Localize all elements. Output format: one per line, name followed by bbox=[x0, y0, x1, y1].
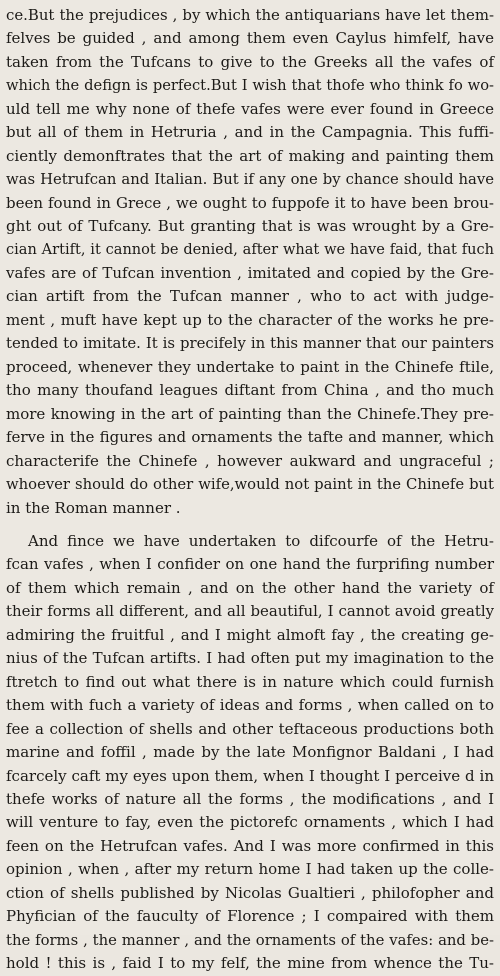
text-line: vafes are of Tufcan invention , imitated and copied by the Gre- bbox=[6, 263, 494, 282]
text-line: of them which remain , and on the other hand the variety of bbox=[6, 578, 494, 597]
text-line: nius of the Tufcan artifts. I had often put my imagination to the bbox=[6, 649, 494, 668]
text-line: ferve in the figures and ornaments the tafte and manner, which bbox=[6, 428, 494, 447]
text-line: feen on the Hetrufcan vafes. And I was more confirmed in this bbox=[6, 836, 494, 855]
text-line: but all of them in Hetruria , and in the Campagnia. This fuffi- bbox=[6, 123, 494, 142]
text-line: characterife the Chinefe , however aukward and ungraceful ; bbox=[6, 451, 494, 470]
text-line: cian Artift, it cannot be denied, after what we have faid, that fuch bbox=[6, 241, 494, 258]
text-line: tended to imitate. It is precifely in this manner that our painters bbox=[6, 334, 494, 353]
text-line: ction of shells published by Nicolas Gualtieri , philofopher and bbox=[6, 883, 494, 902]
paragraph-1 bbox=[6, 4, 494, 520]
text-line: fee a collection of shells and other teftaceous productions both bbox=[6, 719, 494, 738]
text-line: ght out of Tufcany. But granting that is was wrought by a Gre- bbox=[6, 217, 494, 236]
text-line: Phyfician of the fauculty of Florence ; I compaired with them bbox=[6, 907, 494, 926]
text-line: ciently demonftrates that the art of making and painting them bbox=[6, 146, 494, 165]
text-line: uld tell me why none of thefe vafes were ever found in Greece bbox=[6, 99, 494, 118]
text-line: taken from the Tufcans to give to the Greeks all the vafes of bbox=[6, 52, 494, 71]
text-line: felves be guided , and among them even Caylus himfelf, have bbox=[6, 29, 494, 48]
paragraph-2 bbox=[6, 530, 494, 976]
text-line: cian artift from the Tufcan manner , who to act with judge- bbox=[6, 287, 494, 306]
text-line: whoever should do other wife,would not paint in the Chinefe but bbox=[6, 476, 494, 494]
text-line: hold ! this is , faid I to my felf, the mine from whence the Tu- bbox=[6, 954, 494, 973]
text-line: opinion , when , after my return home I had taken up the colle- bbox=[6, 860, 494, 879]
text-line: admiring the fruitful , and I might almoft fay , the creating ge- bbox=[6, 625, 494, 644]
text-line: been found in Grece , we ought to fuppofe it to have been brou- bbox=[6, 193, 494, 212]
text-line: And fince we have undertaken to difcourfe of the Hetru- bbox=[28, 531, 494, 550]
text-line: will venture to fay, even the pictorefc ornaments , which I had bbox=[6, 813, 494, 832]
text-line: fcan vafes , when I confider on one hand the furprifing number bbox=[6, 555, 494, 574]
text-line: ce.But the prejudices , by which the antiquarians have let them- bbox=[6, 6, 494, 24]
text-line: marine and foffil , made by the late Monfignor Baldani , I had bbox=[6, 743, 494, 762]
text-line: their forms all different, and all beautiful, I cannot avoid greatly bbox=[6, 602, 494, 621]
text-line: ftretch to find out what there is in nature which could furnish bbox=[6, 672, 494, 691]
text-line: which the defign is perfect.But I wish that thofe who think fo wo- bbox=[6, 77, 494, 95]
text-line: proceed, whenever they undertake to paint in the Chinefe ftile, bbox=[6, 357, 494, 376]
text-line: in the Roman manner . bbox=[6, 498, 181, 517]
text-line: them with fuch a variety of ideas and forms , when called on to bbox=[6, 696, 494, 715]
text-line: more knowing in the art of painting than the Chinefe.They pre- bbox=[6, 404, 494, 423]
text-line: thefe works of nature all the forms , the modifications , and I bbox=[6, 789, 494, 808]
text-line: tho many thoufand leagues diftant from China , and tho much bbox=[6, 381, 494, 400]
text-line: was Hetrufcan and Italian. But if any one by chance should have bbox=[6, 171, 494, 189]
text-line: fcarcely caft my eyes upon them, when I thought I perceive d in bbox=[6, 766, 494, 785]
text-line: the forms , the manner , and the ornaments of the vafes: and be- bbox=[6, 931, 494, 949]
text-line: ment , muft have kept up to the character of the works he pre- bbox=[6, 310, 494, 329]
